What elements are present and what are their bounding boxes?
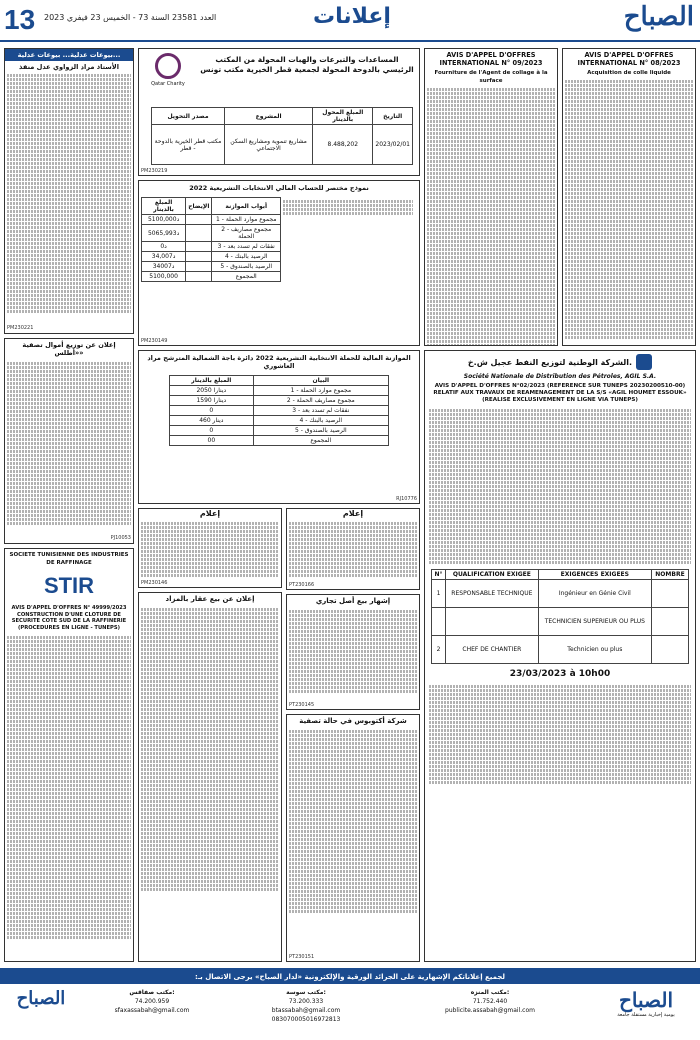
email-sousse: btassabah@gmail.com bbox=[271, 1007, 341, 1014]
footer-logo-left: الصباح bbox=[16, 988, 66, 1009]
ref-code: PT230151 bbox=[289, 954, 315, 960]
masthead-title: الصباح bbox=[623, 2, 694, 32]
phone-menzah: 71.752.440 bbox=[472, 998, 508, 1005]
agil-qualification-table: N° QUALIFICATION EXIGEE EXIGENCES EXIGEES NOMBRE 1 RESPONSABLE TECHNIQUE Ingénieur en Génie Civil TECHNICIEN SUPERIEUR OU PLUS 2 CHEF DE CHANTIER Technicien ou plus bbox=[425, 567, 695, 666]
th-date: التاريخ bbox=[373, 108, 413, 125]
footer-office-menzah: مكتب المنزه: 71.752.440 publicite.assabah@gmail.com bbox=[390, 988, 590, 1015]
ref-code: RJ10776 bbox=[396, 496, 417, 502]
notice-ilam-2 bbox=[286, 508, 420, 590]
agil-tender-title: AVIS D'APPEL D'OFFRES N°02/2023 (REFERENCE SUR TUNEPS 20230200510-00) RELATIF AUX TRAVAUX DE REAMENAGEMENT DE LA S/S «AGIL HOUMET ESSOUK» (REALISE EXCLUSIVEMENT EN LIGNE VIA TUNEPS) bbox=[433, 383, 687, 403]
tender-title: AVIS D'APPEL D'OFFRES INTERNATIONAL N° 09/2023 bbox=[439, 51, 543, 67]
judicial-sales-box bbox=[4, 48, 134, 334]
judicial-sales-body bbox=[5, 71, 133, 316]
notice-title: إشهار بيع أصل تجاري bbox=[315, 597, 391, 605]
ref-code: PT230166 bbox=[289, 582, 315, 588]
notice-title: إعلام bbox=[199, 509, 221, 518]
cell-amount: 8.488,202 bbox=[313, 125, 373, 165]
tender-09 bbox=[424, 48, 558, 346]
notice-title: إعلام bbox=[342, 509, 364, 518]
notice-title: شركة أكتوبوس في حالة تصفية bbox=[299, 717, 407, 725]
phone-sfax: 74.200.959 bbox=[134, 998, 170, 1005]
page-header bbox=[0, 0, 700, 42]
stir-company: SOCIETE TUNISIENNE DES INDUSTRIES DE RAFFINAGE bbox=[9, 552, 129, 566]
budget-table: المبلغ بالدينار البيان 2050 دينارا 1 - مجموع موارد الحملة 1590 دينارا 2 - مجموع مصاريف الحملة 0 3 - نفقات لم تسدد بعد 460 دينار 4 - الرصيد بالبنك 0 5 - الرصيد بالصندوق 00 المجموع bbox=[139, 373, 419, 448]
page-number: 13 bbox=[4, 4, 36, 35]
agil-logo bbox=[636, 354, 652, 370]
agil-brand: الشركة الوطنية لتوزيع النفط عجيل ش.خ. bbox=[425, 351, 695, 373]
th-source: مصدر التحويل bbox=[152, 108, 225, 125]
financial-summary-1 bbox=[138, 180, 420, 346]
atlas-title: إعلان عن توزيع أموال تصفية «أطلس» bbox=[22, 341, 116, 357]
footer bbox=[0, 968, 700, 1040]
tender-08 bbox=[562, 48, 696, 346]
ref-code: PM230146 bbox=[141, 580, 168, 586]
footer-office-sfax: مكتب صفاقس: 74.200.959 sfaxassabah@gmail.com bbox=[82, 988, 222, 1015]
cell-project: مشاريع تنموية ومشاريع السكن الاجتماعي bbox=[225, 125, 313, 165]
email-sfax: sfaxassabah@gmail.com bbox=[114, 1007, 190, 1014]
issue-meta: العدد 23581 السنة 73 - الخميس 23 فيفري 2023 bbox=[44, 13, 217, 22]
notice-property-sale bbox=[138, 592, 282, 962]
footer-office-sousse: مكتب سوسة: 73.200.333 btassabah@gmail.com 083070005016972813 bbox=[226, 988, 386, 1024]
qatar-charity-title: المساعدات والتبرعات والهبات المحولة من المكتب الرئيسي بالدوحة المحولة لجمعية قطر الخيرية مكتب تونس bbox=[200, 55, 414, 74]
phone-sousse: 73.200.333 bbox=[288, 998, 324, 1005]
financial-summary-title: نموذج مختصر للحساب المالي الانتخابات التشريعية 2022 bbox=[189, 184, 369, 192]
footer-logo-right: الصباح يومية إخبارية مستقلة جامعة bbox=[617, 988, 675, 1018]
tender-subtitle: Fourniture de l'Agent de collage à la surface bbox=[434, 70, 548, 84]
section-title: إعلانات bbox=[313, 4, 391, 29]
judicial-sales-title: بيوعات عدلية... بيوعات عدلية... bbox=[5, 49, 133, 61]
agil-tender bbox=[424, 350, 696, 962]
cell-date: 2023/02/01 bbox=[373, 125, 413, 165]
ref-code: PM230219 bbox=[141, 168, 168, 174]
bank-account: 083070005016972813 bbox=[271, 1016, 341, 1023]
ref-code: PM230149 bbox=[141, 338, 168, 344]
tender-title: AVIS D'APPEL D'OFFRES INTERNATIONAL N° 08/2023 bbox=[577, 51, 681, 67]
notice-business-sale bbox=[286, 594, 420, 710]
notice-ilam-1 bbox=[138, 508, 282, 588]
financial-summary-2 bbox=[138, 350, 420, 504]
ref-code: PJ10053 bbox=[110, 535, 131, 541]
notice-title: إعلان عن بيع عقار بالمزاد bbox=[165, 595, 255, 603]
agil-deadline: 23/03/2023 à 10h00 bbox=[509, 669, 611, 679]
stir-box bbox=[4, 548, 134, 962]
ref-code: PT230145 bbox=[289, 702, 315, 708]
qatar-charity-logo: Qatar Charity bbox=[143, 53, 193, 99]
notice-liquidation bbox=[286, 714, 420, 962]
email-menzah: publicite.assabah@gmail.com bbox=[445, 1007, 535, 1014]
stir-tender-title: AVIS D'APPEL D'OFFRES N° 49999/2023 CONSTRUCTION D'UNE CLOTURE DE SECURITE COTE SUD DE LA RAFFINERIE (PROCEDURES EN LIGNE - TUNEPS) bbox=[11, 605, 127, 631]
tender-subtitle: Acquisition de colle liquide bbox=[587, 70, 671, 76]
financial-table: المبلغ بالدينار الإيضاح أبواب الموازنة 5100,000د 1 - مجموع موارد الحملة 5065,993د 2 - مجموع مصاريف الحملة 0د 3 - نفقات لم تسدد بعد 34,007د 4 - الرصيد بالبنك 34007د 5 - الرصيد بالصندوق 5100,000 المجموع bbox=[141, 197, 281, 282]
footer-banner: لجميع إعلاناتكم الإشهارية على الجرائد الورقية والإلكترونية «لدار الصباح» يرجى الاتصال بـ: bbox=[0, 970, 700, 984]
budget-title: الموازنة المالية للحملة الانتخابية التشريعية 2022 دائرة باجة الشمالية المترشح مراد العاشوري bbox=[147, 354, 411, 370]
cell-source: مكتب قطر الخيرية بالدوحة - قطر bbox=[152, 125, 225, 165]
qatar-charity-table bbox=[151, 107, 413, 165]
ref-code: PM230221 bbox=[7, 325, 34, 331]
stir-logo: STIR bbox=[43, 573, 95, 598]
agil-brand-fr: Société Nationale de Distribution des Pétroles, AGIL S.A. bbox=[463, 373, 657, 380]
atlas-distribution-box bbox=[4, 338, 134, 544]
qatar-charity-box bbox=[138, 48, 420, 176]
masthead bbox=[564, 2, 694, 38]
th-project: المشروع bbox=[225, 108, 313, 125]
judicial-sales-subtitle: الأستاذ مراد الزواوي عدل منفذ bbox=[19, 63, 119, 71]
th-amount: المبلغ المحول بالدينار bbox=[313, 108, 373, 125]
